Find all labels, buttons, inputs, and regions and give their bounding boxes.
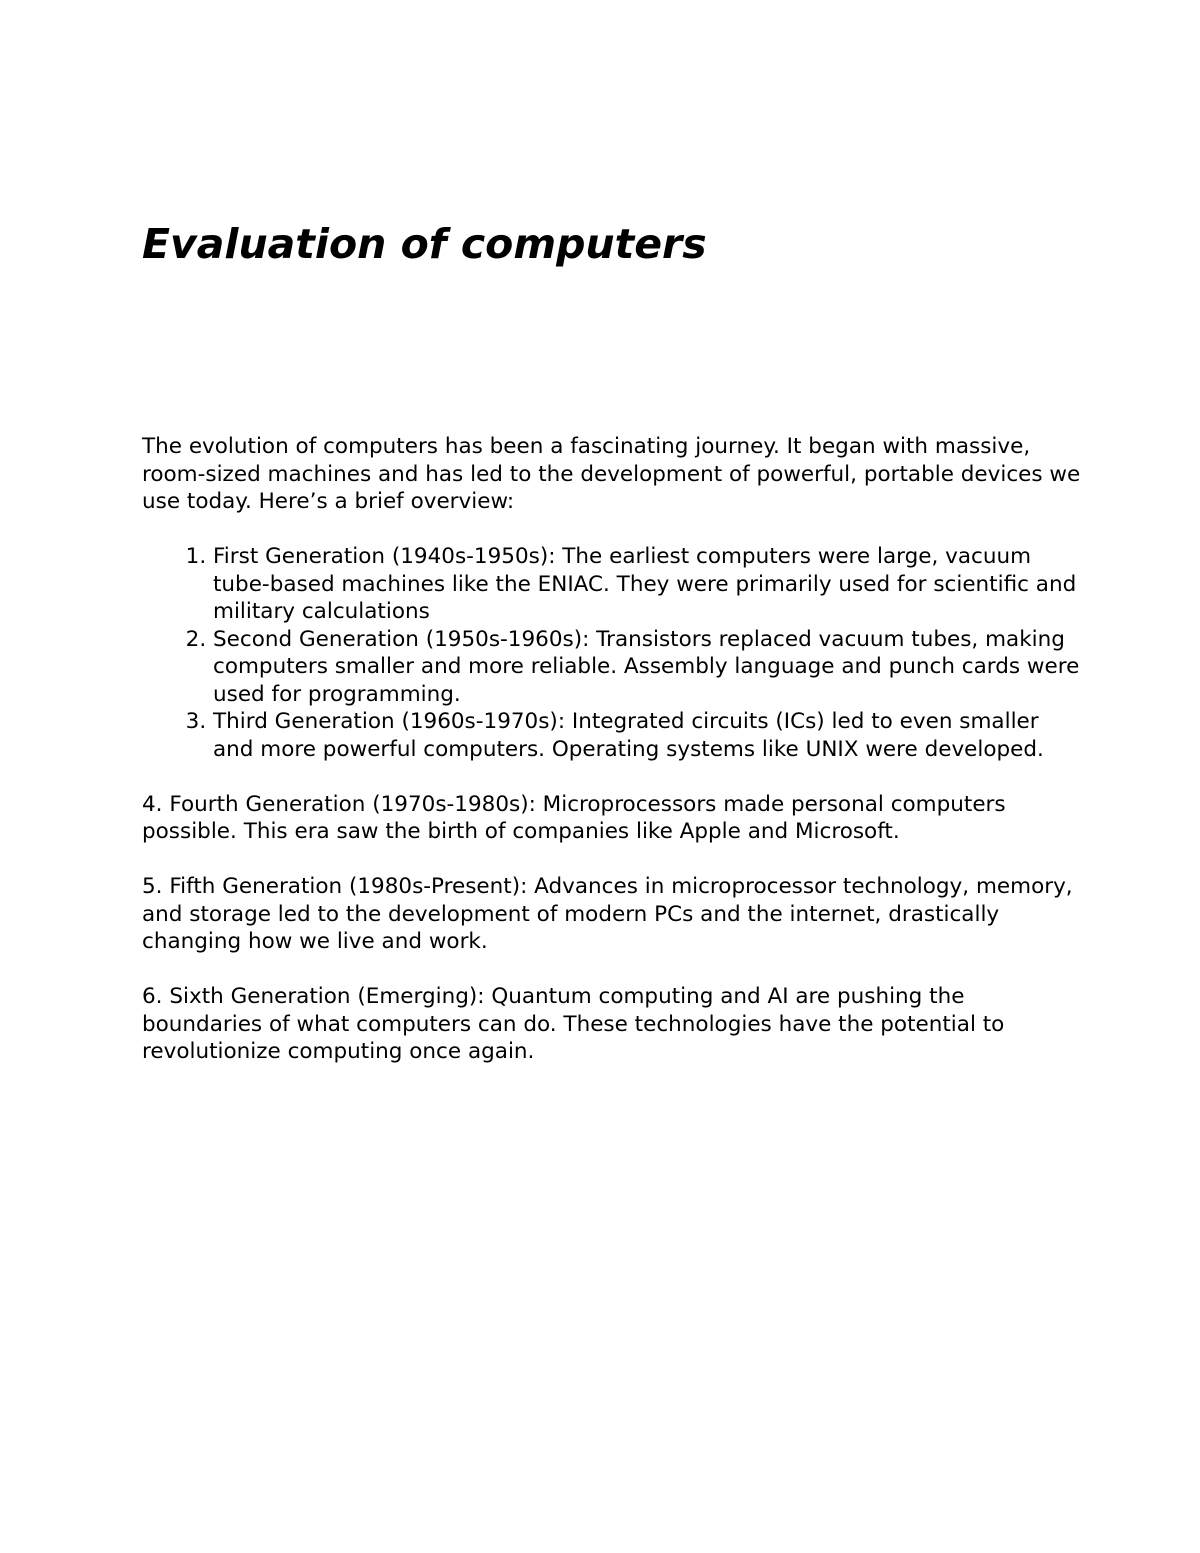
- intro-paragraph: The evolution of computers has been a fascinating journey. It began with massive, room-sized machines and has led to the development of powerful, portable devices we use today. Here’s a brief overview:: [142, 434, 1081, 514]
- list-item: 3. Third Generation (1960s-1970s): Integrated circuits (ICs) led to even smaller and more powerful computers. Operating systems like UNIX were developed.: [213, 708, 1082, 763]
- list-item: 1. First Generation (1940s-1950s): The earliest computers were large, vacuum tube-based machines like the ENIAC. They were primarily used for scientific and military calculations: [213, 543, 1082, 626]
- document-title: Evaluation of computers: [142, 220, 707, 268]
- paragraph-fifth-generation: 5. Fifth Generation (1980s-Present): Advances in microprocessor technology, memory, and storage led to the development of modern PCs and the internet, drastically changing how we live and work.: [142, 874, 1073, 954]
- paragraph-fourth-generation: 4. Fourth Generation (1970s-1980s): Microprocessors made personal computers possible. This era saw the birth of companies like Apple and Microsoft.: [142, 791, 1006, 844]
- paragraph-sixth-generation: 6. Sixth Generation (Emerging): Quantum computing and AI are pushing the boundaries of what computers can do. These technologies have the potential to revolutionize computing once again.: [142, 984, 1005, 1064]
- document-body: [142, 433, 1082, 1093]
- generation-list: [142, 543, 1082, 763]
- list-item: 2. Second Generation (1950s-1960s): Transistors replaced vacuum tubes, making computers smaller and more reliable. Assembly language and punch cards were used for programming.: [213, 626, 1082, 709]
